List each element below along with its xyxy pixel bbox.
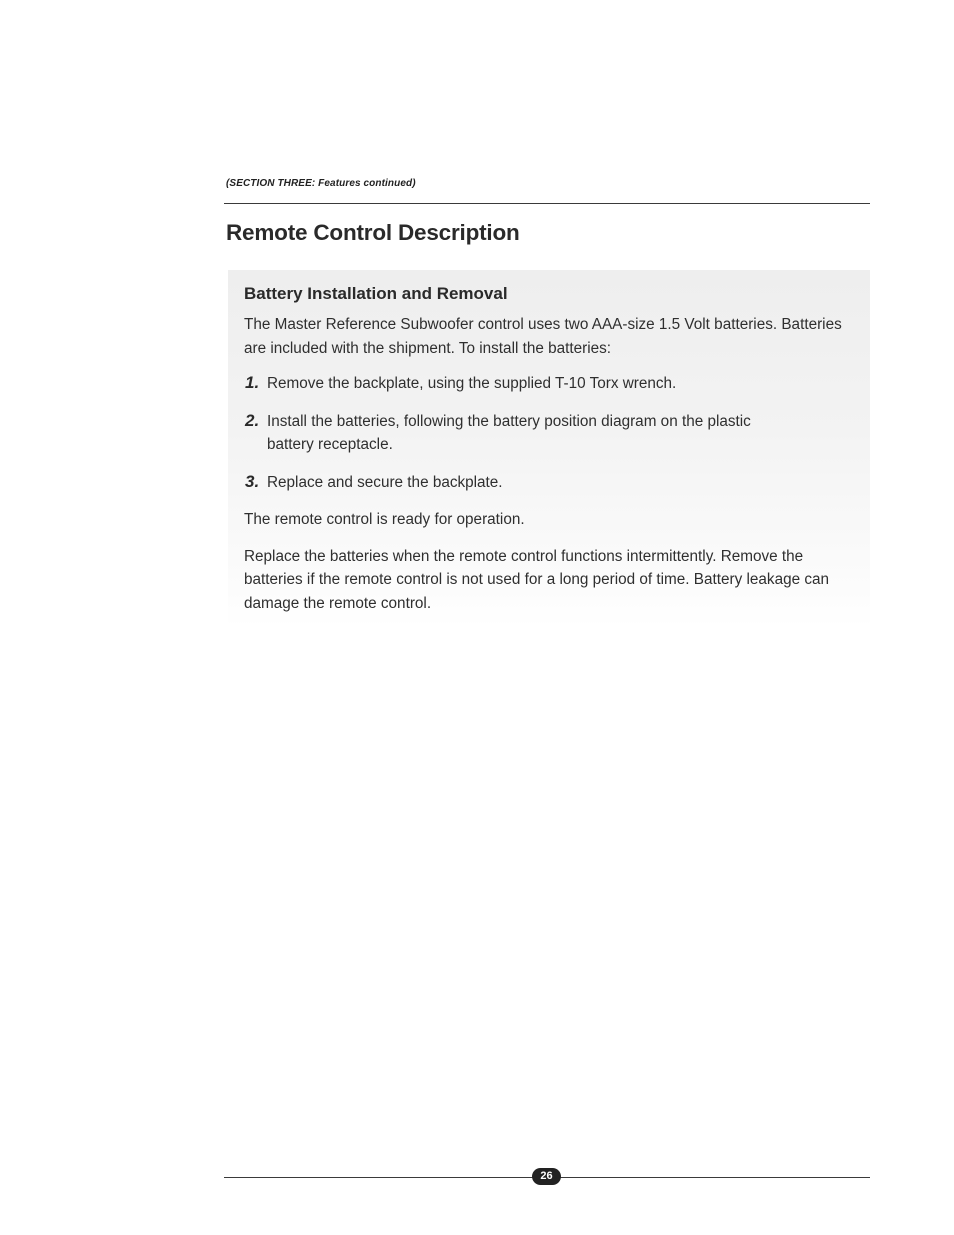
step-number: 3.: [245, 471, 260, 491]
step-item: [244, 471, 844, 495]
battery-info-panel: [228, 270, 870, 628]
step-item: [244, 410, 844, 457]
step-item: [244, 372, 844, 396]
step-number: 2.: [245, 410, 260, 430]
section-note: (SECTION THREE: Features continued): [226, 178, 416, 189]
installation-steps: [244, 372, 844, 494]
intro-paragraph: The Master Reference Subwoofer control uses two AAA-size 1.5 Volt batteries. Batteries are included with the shipment. To install the batteries:: [244, 316, 842, 357]
replace-batteries-paragraph: Replace the batteries when the remote control functions intermittently. Remove the batteries if the remote control is not used for a long period of time. Battery leakage can damage the remote control.: [244, 547, 830, 612]
step-text: Replace and secure the backplate.: [267, 473, 503, 491]
step-text: Install the batteries, following the battery position diagram on the plastic battery receptacle.: [267, 412, 751, 453]
panel-subheading: Battery Installation and Removal: [244, 284, 508, 303]
page-title: Remote Control Description: [226, 220, 520, 245]
ready-paragraph: The remote control is ready for operation.: [244, 511, 525, 528]
panel-content: [244, 283, 844, 615]
header-divider: [224, 203, 870, 204]
page-number-badge: 26: [532, 1168, 561, 1185]
step-text: Remove the backplate, using the supplied T-10 Torx wrench.: [267, 375, 677, 392]
step-number: 1.: [245, 373, 260, 392]
